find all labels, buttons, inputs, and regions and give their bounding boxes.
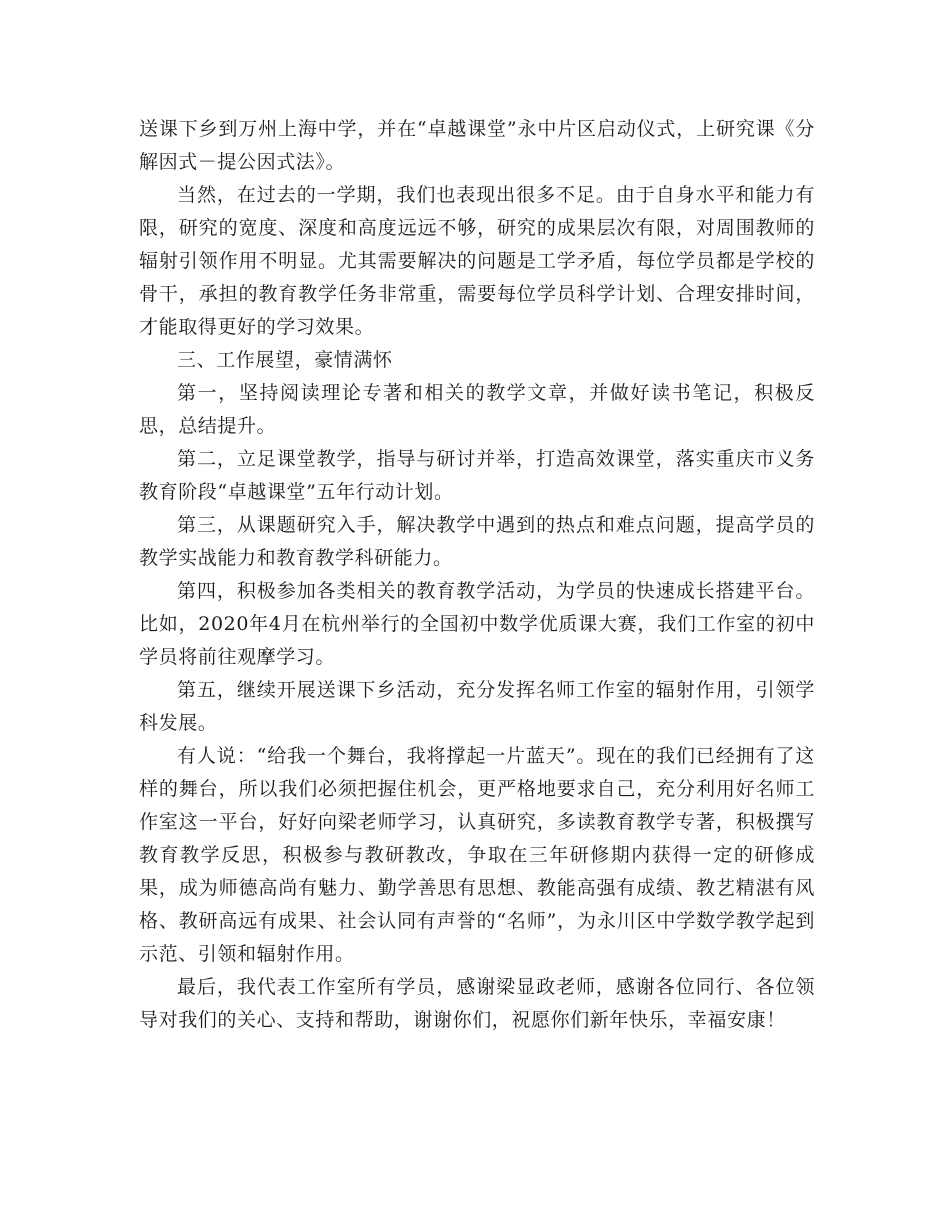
paragraph-fifth: 第五，继续开展送课下乡活动，充分发挥名师工作室的辐射作用，引领学科发展。 bbox=[139, 679, 815, 734]
paragraph-closing: 最后，我代表工作室所有学员，感谢梁显政老师，感谢各位同行、各位领导对我们的关心、支持和帮助，谢谢你们，祝愿你们新年快乐，幸福安康！ bbox=[139, 976, 815, 1031]
paragraph-second: 第二，立足课堂教学，指导与研讨并举，打造高效课堂，落实重庆市义务教育阶段“卓越课堂”五年行动计划。 bbox=[139, 448, 815, 503]
paragraph-third: 第三，从课题研究入手，解决教学中遇到的热点和难点问题，提高学员的教学实战能力和教育教学科研能力。 bbox=[139, 514, 815, 569]
paragraph-fourth: 第四，积极参加各类相关的教育教学活动，为学员的快速成长搭建平台。比如，2020年4月在杭州举行的全国初中数学优质课大赛，我们工作室的初中学员将前往观摩学习。 bbox=[139, 580, 815, 668]
paragraph-stage: 有人说：“给我一个舞台，我将撑起一片蓝天”。现在的我们已经拥有了这样的舞台，所以我们必须把握住机会，更严格地要求自己，充分利用好名师工作室这一平台，好好向梁老师学习，认真研究，多读教育教学专著，积极撰写教育教学反思，积极参与教研教改，争取在三年研修期内获得一定的研修成果，成为师德高尚有魅力、勤学善思有思想、教能高强有成绩、教艺精湛有风格、教研高远有成果、社会认同有声誉的“名师”，为永川区中学数学教学起到示范、引领和辐射作用。 bbox=[139, 745, 815, 965]
paragraph-first: 第一，坚持阅读理论专著和相关的教学文章，并做好读书笔记，积极反思，总结提升。 bbox=[139, 382, 815, 437]
section-heading-outlook: 三、工作展望，豪情满怀 bbox=[177, 349, 393, 371]
paragraph-shortcomings: 当然，在过去的一学期，我们也表现出很多不足。由于自身水平和能力有限，研究的宽度、深度和高度远远不够，研究的成果层次有限，对周围教师的辐射引领作用不明显。尤其需要解决的问题是工学矛盾，每位学员都是学校的骨干，承担的教育教学任务非常重，需要每位学员科学计划、合理安排时间，才能取得更好的学习效果。 bbox=[139, 184, 815, 338]
paragraph-continuation: 送课下乡到万州上海中学，并在“卓越课堂”永中片区启动仪式，上研究课《分解因式－提公因式法》。 bbox=[139, 118, 815, 173]
document-body bbox=[139, 113, 815, 1037]
